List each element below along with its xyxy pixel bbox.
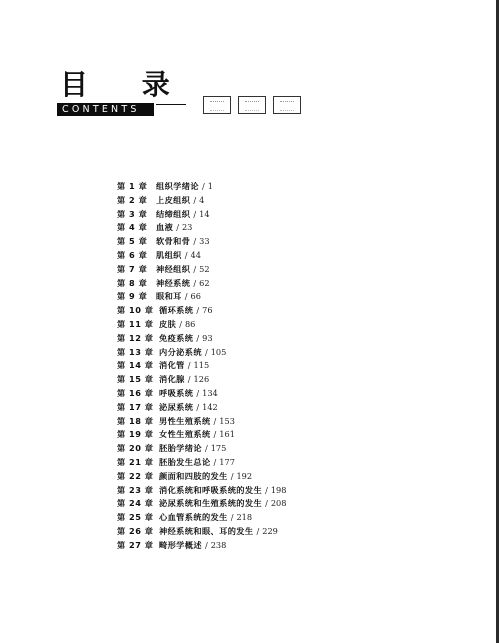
toc-entry xyxy=(117,525,286,539)
toc-page-number: 229 xyxy=(262,525,278,536)
toc-separator: / xyxy=(201,181,205,191)
toc-chapter-number: 第 20 章 xyxy=(117,443,154,454)
toc-entry xyxy=(117,318,286,332)
toc-separator: / xyxy=(230,512,234,523)
toc-page-number: 33 xyxy=(199,236,210,247)
toc-page-number: 161 xyxy=(219,429,235,440)
toc-chapter-title: 神经系统和眼、耳的发生 xyxy=(159,525,254,536)
toc-separator: / xyxy=(196,401,200,412)
toc-chapter-title: 软骨和骨 xyxy=(156,236,191,247)
toc-page-number: 142 xyxy=(202,401,218,412)
toc-separator: / xyxy=(213,456,217,467)
toc-entry xyxy=(117,428,286,442)
toc-chapter-title: 男性生殖系统 xyxy=(159,415,211,426)
toc-chapter-number: 第 13 章 xyxy=(117,346,154,357)
toc-page-number: 126 xyxy=(193,374,210,385)
toc-page-number: 1 xyxy=(207,181,213,191)
decorative-box-3 xyxy=(273,96,301,114)
toc-entry xyxy=(117,249,286,263)
toc-separator: / xyxy=(187,360,191,371)
toc-entry xyxy=(117,401,286,415)
toc-separator: / xyxy=(193,277,197,288)
toc-chapter-number: 第 22 章 xyxy=(117,470,154,481)
toc-entry xyxy=(117,497,286,511)
toc-separator: / xyxy=(204,443,208,454)
toc-page-number: 134 xyxy=(202,387,218,398)
toc-page-number: 198 xyxy=(270,484,287,495)
toc-page-number: 23 xyxy=(181,222,193,233)
toc-entry xyxy=(117,277,286,291)
toc-chapter-title: 眼和耳 xyxy=(156,291,182,302)
toc-page-number: 44 xyxy=(190,249,201,260)
toc-chapter-title: 泌尿系统和生殖系统的发生 xyxy=(159,498,263,509)
toc-entry xyxy=(117,484,286,498)
toc-entry xyxy=(117,387,286,401)
toc-chapter-title: 结缔组织 xyxy=(156,208,191,219)
toc-page-number: 192 xyxy=(236,470,253,481)
toc-chapter-number: 第 23 章 xyxy=(117,484,154,495)
toc-separator: / xyxy=(196,387,200,398)
toc-chapter-number: 第 4 章 xyxy=(117,222,148,233)
toc-separator: / xyxy=(184,291,188,302)
toc-entry xyxy=(117,373,286,387)
toc-separator: / xyxy=(204,346,208,357)
toc-chapter-title: 畸形学概述 xyxy=(159,539,202,550)
toc-page-number: 4 xyxy=(199,194,205,205)
toc-page-number: 177 xyxy=(219,456,235,467)
toc-separator: / xyxy=(230,470,234,481)
toc-chapter-title: 泌尿系统 xyxy=(159,401,194,412)
toc-separator: / xyxy=(193,263,197,274)
toc-chapter-number: 第 12 章 xyxy=(117,332,154,343)
toc-chapter-title: 消化管 xyxy=(159,360,185,371)
toc-chapter-number: 第 14 章 xyxy=(117,360,154,371)
toc-separator: / xyxy=(265,484,268,495)
toc-page-number: 238 xyxy=(210,539,227,550)
toc-page-number: 93 xyxy=(202,332,213,343)
toc-chapter-title: 组织学绪论 xyxy=(156,181,199,191)
toc-chapter-title: 内分泌系统 xyxy=(159,346,202,357)
toc-page-number: 105 xyxy=(210,346,227,357)
toc-separator: / xyxy=(193,208,197,219)
toc-separator: / xyxy=(213,429,217,440)
toc-chapter-number: 第 9 章 xyxy=(117,291,148,302)
toc-separator: / xyxy=(193,236,197,247)
table-of-contents xyxy=(117,180,286,553)
toc-chapter-number: 第 6 章 xyxy=(117,249,148,260)
toc-entry xyxy=(117,442,286,456)
toc-chapter-title: 上皮组织 xyxy=(156,194,191,205)
toc-chapter-title: 心血管系统的发生 xyxy=(159,512,228,523)
toc-entry xyxy=(117,263,286,277)
toc-entry xyxy=(117,456,286,470)
toc-page-number: 218 xyxy=(236,512,253,523)
toc-chapter-title: 消化系统和呼吸系统的发生 xyxy=(159,484,263,495)
toc-chapter-title: 神经组织 xyxy=(156,263,191,274)
toc-chapter-title: 免疫系统 xyxy=(159,332,194,343)
toc-page-number: 175 xyxy=(210,443,227,454)
contents-label: CONTENTS xyxy=(57,103,154,116)
toc-chapter-title: 消化腺 xyxy=(159,374,185,385)
toc-chapter-number: 第 10 章 xyxy=(117,305,154,316)
toc-chapter-number: 第 7 章 xyxy=(117,263,148,274)
toc-chapter-number: 第 8 章 xyxy=(117,277,148,288)
page-title: 目 录 xyxy=(60,68,192,101)
toc-entry xyxy=(117,359,286,373)
toc-chapter-number: 第 18 章 xyxy=(117,415,154,426)
toc-entry xyxy=(117,221,286,235)
toc-separator: / xyxy=(187,374,191,385)
toc-chapter-number: 第 1 章 xyxy=(117,181,148,191)
toc-separator: / xyxy=(193,194,197,205)
toc-chapter-title: 胚胎学绪论 xyxy=(159,443,202,454)
toc-page-number: 76 xyxy=(202,305,213,316)
toc-separator: / xyxy=(196,332,200,343)
toc-page-number: 115 xyxy=(193,360,210,371)
toc-chapter-number: 第 16 章 xyxy=(117,387,154,398)
toc-entry xyxy=(117,511,286,525)
toc-chapter-title: 肌组织 xyxy=(156,249,182,260)
toc-entry xyxy=(117,235,286,249)
toc-entry xyxy=(117,332,286,346)
toc-chapter-title: 血液 xyxy=(156,222,174,233)
toc-chapter-title: 颜面和四肢的发生 xyxy=(159,470,228,481)
toc-page-number: 14 xyxy=(199,208,210,219)
toc-page-number: 66 xyxy=(190,291,201,302)
toc-separator: / xyxy=(196,305,200,316)
toc-chapter-number: 第 11 章 xyxy=(117,318,154,329)
decorative-box-2 xyxy=(238,96,266,114)
toc-separator: / xyxy=(265,498,268,509)
toc-separator: / xyxy=(213,415,217,426)
toc-entry xyxy=(117,415,286,429)
title-rule xyxy=(156,104,186,105)
toc-chapter-number: 第 19 章 xyxy=(117,429,154,440)
toc-chapter-number: 第 3 章 xyxy=(117,208,148,219)
toc-chapter-title: 皮肤 xyxy=(159,318,177,329)
toc-separator: / xyxy=(184,249,188,260)
toc-separator: / xyxy=(176,222,179,233)
decorative-box-1 xyxy=(203,96,231,114)
toc-page-number: 52 xyxy=(199,263,210,274)
toc-separator: / xyxy=(256,525,260,536)
toc-chapter-title: 胚胎发生总论 xyxy=(159,456,211,467)
toc-page-number: 153 xyxy=(219,415,235,426)
toc-entry xyxy=(117,304,286,318)
toc-chapter-title: 女性生殖系统 xyxy=(159,429,211,440)
toc-chapter-number: 第 25 章 xyxy=(117,512,154,523)
toc-chapter-number: 第 15 章 xyxy=(117,374,154,385)
toc-entry xyxy=(117,346,286,360)
toc-chapter-title: 呼吸系统 xyxy=(159,387,194,398)
toc-page-number: 86 xyxy=(184,318,196,329)
toc-chapter-number: 第 27 章 xyxy=(117,539,154,550)
toc-page-number: 62 xyxy=(199,277,210,288)
toc-chapter-number: 第 26 章 xyxy=(117,525,154,536)
toc-separator: / xyxy=(179,318,182,329)
toc-chapter-number: 第 24 章 xyxy=(117,498,154,509)
toc-chapter-number: 第 5 章 xyxy=(117,236,148,247)
toc-entry xyxy=(117,180,286,194)
toc-separator: / xyxy=(204,539,208,550)
toc-entry xyxy=(117,194,286,208)
toc-entry xyxy=(117,208,286,222)
toc-chapter-title: 神经系统 xyxy=(156,277,191,288)
toc-chapter-number: 第 17 章 xyxy=(117,401,154,412)
toc-chapter-number: 第 2 章 xyxy=(117,194,148,205)
toc-entry xyxy=(117,470,286,484)
toc-chapter-title: 循环系统 xyxy=(159,305,194,316)
toc-entry xyxy=(117,290,286,304)
toc-entry xyxy=(117,539,286,553)
toc-chapter-number: 第 21 章 xyxy=(117,456,154,467)
toc-page-number: 208 xyxy=(270,498,287,509)
